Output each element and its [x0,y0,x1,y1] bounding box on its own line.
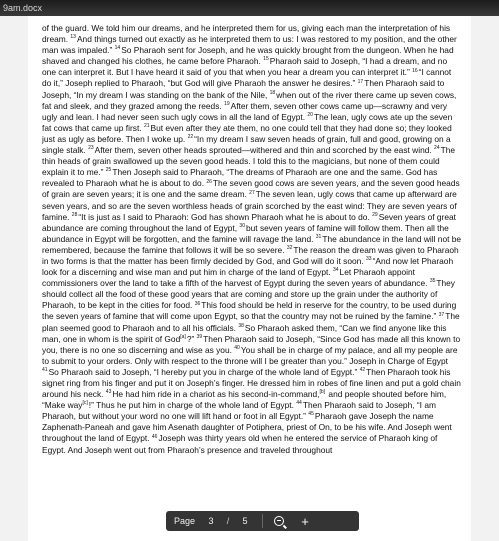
text-segment: The thin heads of grain swallowed up the seven good heads. I told this to the magicians, but none of them could explain it to me.” [42,145,456,178]
text-segment: Then Pharaoh said to Joseph, “In my dream I was standing on the bank of the Nile, [42,78,445,100]
zoom-out-button[interactable] [269,512,289,530]
page-separator: / [226,516,230,526]
verse-number: 23 [88,145,94,152]
text-segment: You shall be in charge of my palace, and all my people are to submit to your orders. Only with respect to the throne will I be greater than you.” [42,344,458,366]
viewer-margin-right [471,16,499,541]
title-bar [0,0,499,16]
text-segment: So Pharaoh asked them, “Can we find anyone like this man, one in whom is the spirit of God [42,322,447,344]
text-segment: And things turned out exactly as he interpreted them to us: I was restored to my position, and the other man was impaled.” [42,34,457,56]
text-segment: After them, seven other cows came up—scrawny and very ugly and lean. I had never seen such ugly cows in all the land of Egypt. [42,100,448,122]
page-label: Page [174,516,196,526]
text-segment: Pharaoh said to Joseph, “I had a dream, and no one can interpret it. But I have heard it said of you that when you hear a dream you can interpret it.” [42,56,448,78]
verse-number: 26 [206,178,212,185]
verse-number: 36 [194,300,201,307]
current-page-number[interactable]: 3 [208,516,214,526]
total-pages: 5 [242,516,248,526]
verse-number: 16 [412,67,418,74]
text-segment: So Pharaoh sent for Joseph, and he was quickly brought from the dungeon. When he had shaved and changed his clothes, he came before Pharaoh. [42,45,454,67]
text-segment: “I cannot do it,” Joseph replied to Pharaoh, “but God will give Pharaoh the answer he desires.” [42,67,452,89]
text-segment: Then Joseph said to Pharaoh, “The dreams of Pharaoh are one and the same. God has revealed to Pharaoh what he is about to do. [42,167,438,189]
verse-number: 42 [359,367,366,374]
verse-number: 13 [70,34,76,41]
text-segment: Then Pharaoh said to Joseph, “Since God has made all this known to you, there is no one so discerning and wise as you. [42,333,461,355]
text-segment: and people shouted before him, “Make way [42,389,447,411]
section-heading: Joseph in Charge of Egypt [349,355,448,366]
text-segment: The abundance in the land will not be remembered, because the famine that follows it will be so severe. [42,233,462,255]
text-segment: So Pharaoh said to Joseph, “I hereby put you in charge of the whole land of Egypt.” [48,366,358,377]
text-segment: They should collect all the food of these good years that are coming and store up the grain under the authority of Pharaoh, to be kept in the cities for food. [42,278,455,311]
verse-number: 30 [239,222,245,229]
verse-number: 24 [434,145,440,152]
verse-number: 35 [429,278,436,285]
verse-number: 25 [105,167,112,174]
zoom-out-icon [274,516,284,526]
verse-number: 46 [151,433,158,440]
text-segment: Then Pharaoh said to Joseph, “I am Pharaoh, but without your word no one will lift hand or foot in all Egypt.” [42,400,436,422]
footnote-link[interactable]: [a] [180,333,186,340]
text-segment: Seven years of great abundance are coming throughout the land of Egypt, [42,211,456,233]
viewer-margin-left [0,16,28,541]
document-filename: 9am.docx [3,3,43,13]
verse-number: 44 [296,400,302,407]
text-segment: when out of the river there came up seven cows, fat and sleek, and they grazed among the reeds. [42,89,457,111]
footnote-link[interactable]: [b] [319,389,326,396]
text-segment: Joseph was thirty years old when he entered the service of Pharaoh king of Egypt. And Joseph went out from Pharaoh’s presence and traveled throughout [42,433,438,455]
text-segment: “It is just as I said to Pharaoh: God has shown Pharaoh what he is about to do. [78,211,370,222]
verse-number: 19 [224,100,230,107]
text-segment: The plan seemed good to Pharaoh and to all his officials. [42,311,460,333]
text-segment: The seven good cows are seven years, and the seven good heads of grain are seven years; it is one and the same dream. [42,178,460,200]
text-segment: He had him ride in a chariot as his second-in-command, [112,389,320,400]
verse-number: 32 [286,245,293,252]
footnote-link[interactable]: [c] [82,400,88,407]
verse-number: 45 [308,411,314,418]
pager-divider [262,514,263,528]
verse-number: 15 [263,56,269,63]
text-segment: “And now let Pharaoh look for a discerning and wise man and put him in charge of the land of Egypt. [42,255,454,278]
text-segment: ?” [186,333,195,344]
document-body [42,23,462,456]
text-segment: This food should be held in reserve for the country, to be used during the seven years of famine that will come upon Egypt, so that the country may not be ruined by the famine.” [42,300,457,322]
text-segment: but seven years of famine will follow them. Then all the abundance in Egypt will be forgotten, and the famine will ravage the land. [42,222,449,244]
verse-number: 43 [105,389,112,396]
verse-number: 22 [187,134,194,141]
text-segment: After them, seven other heads sprouted—withered and thin and scorched by the east wind. [94,145,432,156]
text-segment: !” Thus he put him in charge of the whole land of Egypt. [88,400,294,411]
verse-number: 39 [196,333,203,340]
verse-number: 21 [143,123,150,130]
text-segment: Let Pharaoh appoint commissioners over the land to take a fifth of the harvest of Egypt during the seven years of abundance. [42,267,428,289]
text-segment: The lean, ugly cows ate up the seven fat cows that came up first. [42,111,453,133]
verse-number: 14 [114,45,121,52]
verse-number: 29 [372,211,378,218]
verse-number: 17 [357,78,364,85]
verse-number: 27 [249,189,255,196]
text-segment: Pharaoh gave Joseph the name Zaphenath-Paneah and gave him Asenath daughter of Potiphera, priest of On, to be his wife. And Joseph went throughout the land of Egypt. [42,411,452,444]
page-navigator [166,511,359,531]
document-page [28,16,471,541]
text-segment: The reason the dream was given to Pharaoh in two forms is that the matter has been firmly decided by God, and God will do it soon. [42,244,459,266]
verse-number: 38 [238,322,244,329]
verse-number: 34 [332,267,339,274]
text-segment: But even after they ate them, no one could tell that they had done so; they looked just as ugly as before. Then I woke up. [42,122,452,144]
verse-number: 18 [269,89,276,96]
verse-number: 41 [42,367,48,374]
text-segment: The seven lean, ugly cows that came up afterward are seven years, and so are the seven worthless heads of grain scorched by the east wind: They are seven years of famine. [42,189,457,222]
verse-number: 33 [366,256,372,263]
verse-number: 20 [307,111,313,118]
zoom-in-button[interactable] [295,512,315,530]
text-segment: of the guard. We told him our dreams, and he interpreted them for us, giving each man the interpretation of his dream. [42,23,451,45]
verse-number: 31 [315,233,322,240]
verse-number: 37 [438,311,445,318]
text-segment: Then Pharaoh took his signet ring from his finger and put it on Joseph’s finger. He dressed him in robes of fine linen and put a gold chain around his neck. [42,366,461,400]
text-segment: “In my dream I saw seven heads of grain, full and good, growing on a single stalk. [42,133,451,156]
verse-number: 40 [234,344,240,351]
plus-icon: + [301,513,309,529]
verse-number: 28 [71,211,78,218]
